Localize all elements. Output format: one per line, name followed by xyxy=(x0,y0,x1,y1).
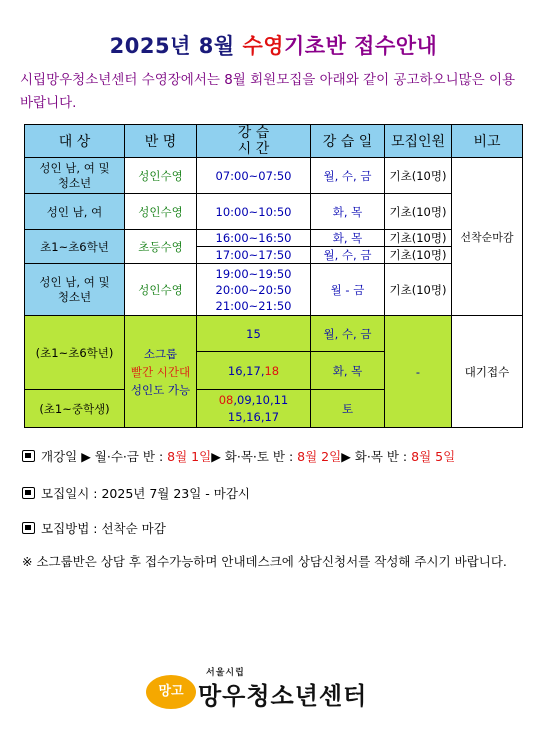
row-time: 16:00~16:50 xyxy=(197,230,311,247)
row-days: 월, 수, 금 xyxy=(311,247,385,264)
row-days: 화, 목 xyxy=(311,194,385,230)
table-row xyxy=(25,194,523,230)
row-target: 성인 남, 여 및 청소년 xyxy=(25,264,125,316)
table-row xyxy=(25,158,523,194)
group-capacity: - xyxy=(385,316,452,428)
row-days: 월 - 금 xyxy=(311,264,385,316)
row-class: 성인수영 xyxy=(125,158,197,194)
row-class: 초등수영 xyxy=(125,230,197,264)
logo-name: 망우청소년센터 xyxy=(198,682,368,710)
row-capacity: 기초(10명) xyxy=(385,230,452,247)
recruit-period-line: 모집일시 : 2025년 7월 23일 - 마감시 xyxy=(22,484,250,502)
row-target: 성인 남, 여 xyxy=(25,194,125,230)
group-slot3-days: 토 xyxy=(311,390,385,428)
group-slot3-time: 08,09,10,11 15,16,17 xyxy=(197,390,311,428)
row-time: 17:00~17:50 xyxy=(197,247,311,264)
group-slot2-days: 화, 목 xyxy=(311,352,385,390)
row-time: 19:00~19:50 20:00~20:50 21:00~21:50 xyxy=(197,264,311,316)
header-capacity: 모집인원 xyxy=(385,125,452,158)
recruit-method-line: 모집방법 : 선착순 마감 xyxy=(22,519,166,537)
row-target: 성인 남, 여 및 청소년 xyxy=(25,158,125,194)
row-days: 월, 수, 금 xyxy=(311,158,385,194)
header-time xyxy=(197,125,311,158)
page-title: 2025년 8월 수영기초반 접수안내 xyxy=(109,34,438,58)
row-capacity: 기초(10명) xyxy=(385,194,452,230)
header-target: 대 상 xyxy=(25,125,125,158)
group-class-note: ※ 소그룹반은 상담 후 접수가능하며 안내데스크에 상담신청서를 작성해 주시기 바랍니다. xyxy=(22,554,507,569)
pointing-hand-icon xyxy=(22,450,35,462)
pointing-hand-icon xyxy=(22,487,35,499)
table-header-row xyxy=(25,125,523,158)
row-class: 성인수영 xyxy=(125,264,197,316)
row-time: 07:00~07:50 xyxy=(197,158,311,194)
row-target: 초1~초6학년 xyxy=(25,230,125,264)
header-days: 강 습 일 xyxy=(311,125,385,158)
group-note: 대기접수 xyxy=(452,316,523,428)
logo-badge: 망고 xyxy=(146,675,196,709)
row-class: 성인수영 xyxy=(125,194,197,230)
group-target-a: (초1~초6학년) xyxy=(25,316,125,390)
start-date-line: 개강일 ▶ 월·수·금 반 : 8월 1일▶ 화·목·토 반 : 8월 2일▶ 화·목 반 : 8월 5일 xyxy=(22,447,455,465)
group-slot2-time: 16,17,18 xyxy=(197,352,311,390)
row-days: 화, 목 xyxy=(311,230,385,247)
schedule-table xyxy=(24,124,523,428)
pointing-hand-icon xyxy=(22,522,35,534)
group-slot1-time: 15 xyxy=(197,316,311,352)
group-class xyxy=(125,316,197,428)
header-class: 반 명 xyxy=(125,125,197,158)
group-class-line3: 성인도 가능 xyxy=(130,382,191,397)
intro-text: 시립망우청소년센터 수영장에서는 8월 회원모집을 아래와 같이 공고하오니많은 이용 바랍니다. xyxy=(20,72,516,111)
group-slot1-days: 월, 수, 금 xyxy=(311,316,385,352)
group-target-b: (초1~중학생) xyxy=(25,390,125,428)
group-class-line1: 소그룹 xyxy=(143,346,178,361)
row-time: 10:00~10:50 xyxy=(197,194,311,230)
table-row xyxy=(25,230,523,247)
center-logo xyxy=(146,665,406,713)
row-note: 선착순마감 xyxy=(452,158,523,316)
table-row xyxy=(25,316,523,352)
row-capacity: 기초(10명) xyxy=(385,247,452,264)
table-row xyxy=(25,264,523,316)
row-capacity: 기초(10명) xyxy=(385,264,452,316)
header-note: 비고 xyxy=(452,125,523,158)
logo-subtitle: 서울시립 xyxy=(206,668,245,678)
row-capacity: 기초(10명) xyxy=(385,158,452,194)
header-time-text: 강 습 시 간 xyxy=(237,125,270,157)
group-class-line2: 빨간 시간대 xyxy=(130,364,191,379)
